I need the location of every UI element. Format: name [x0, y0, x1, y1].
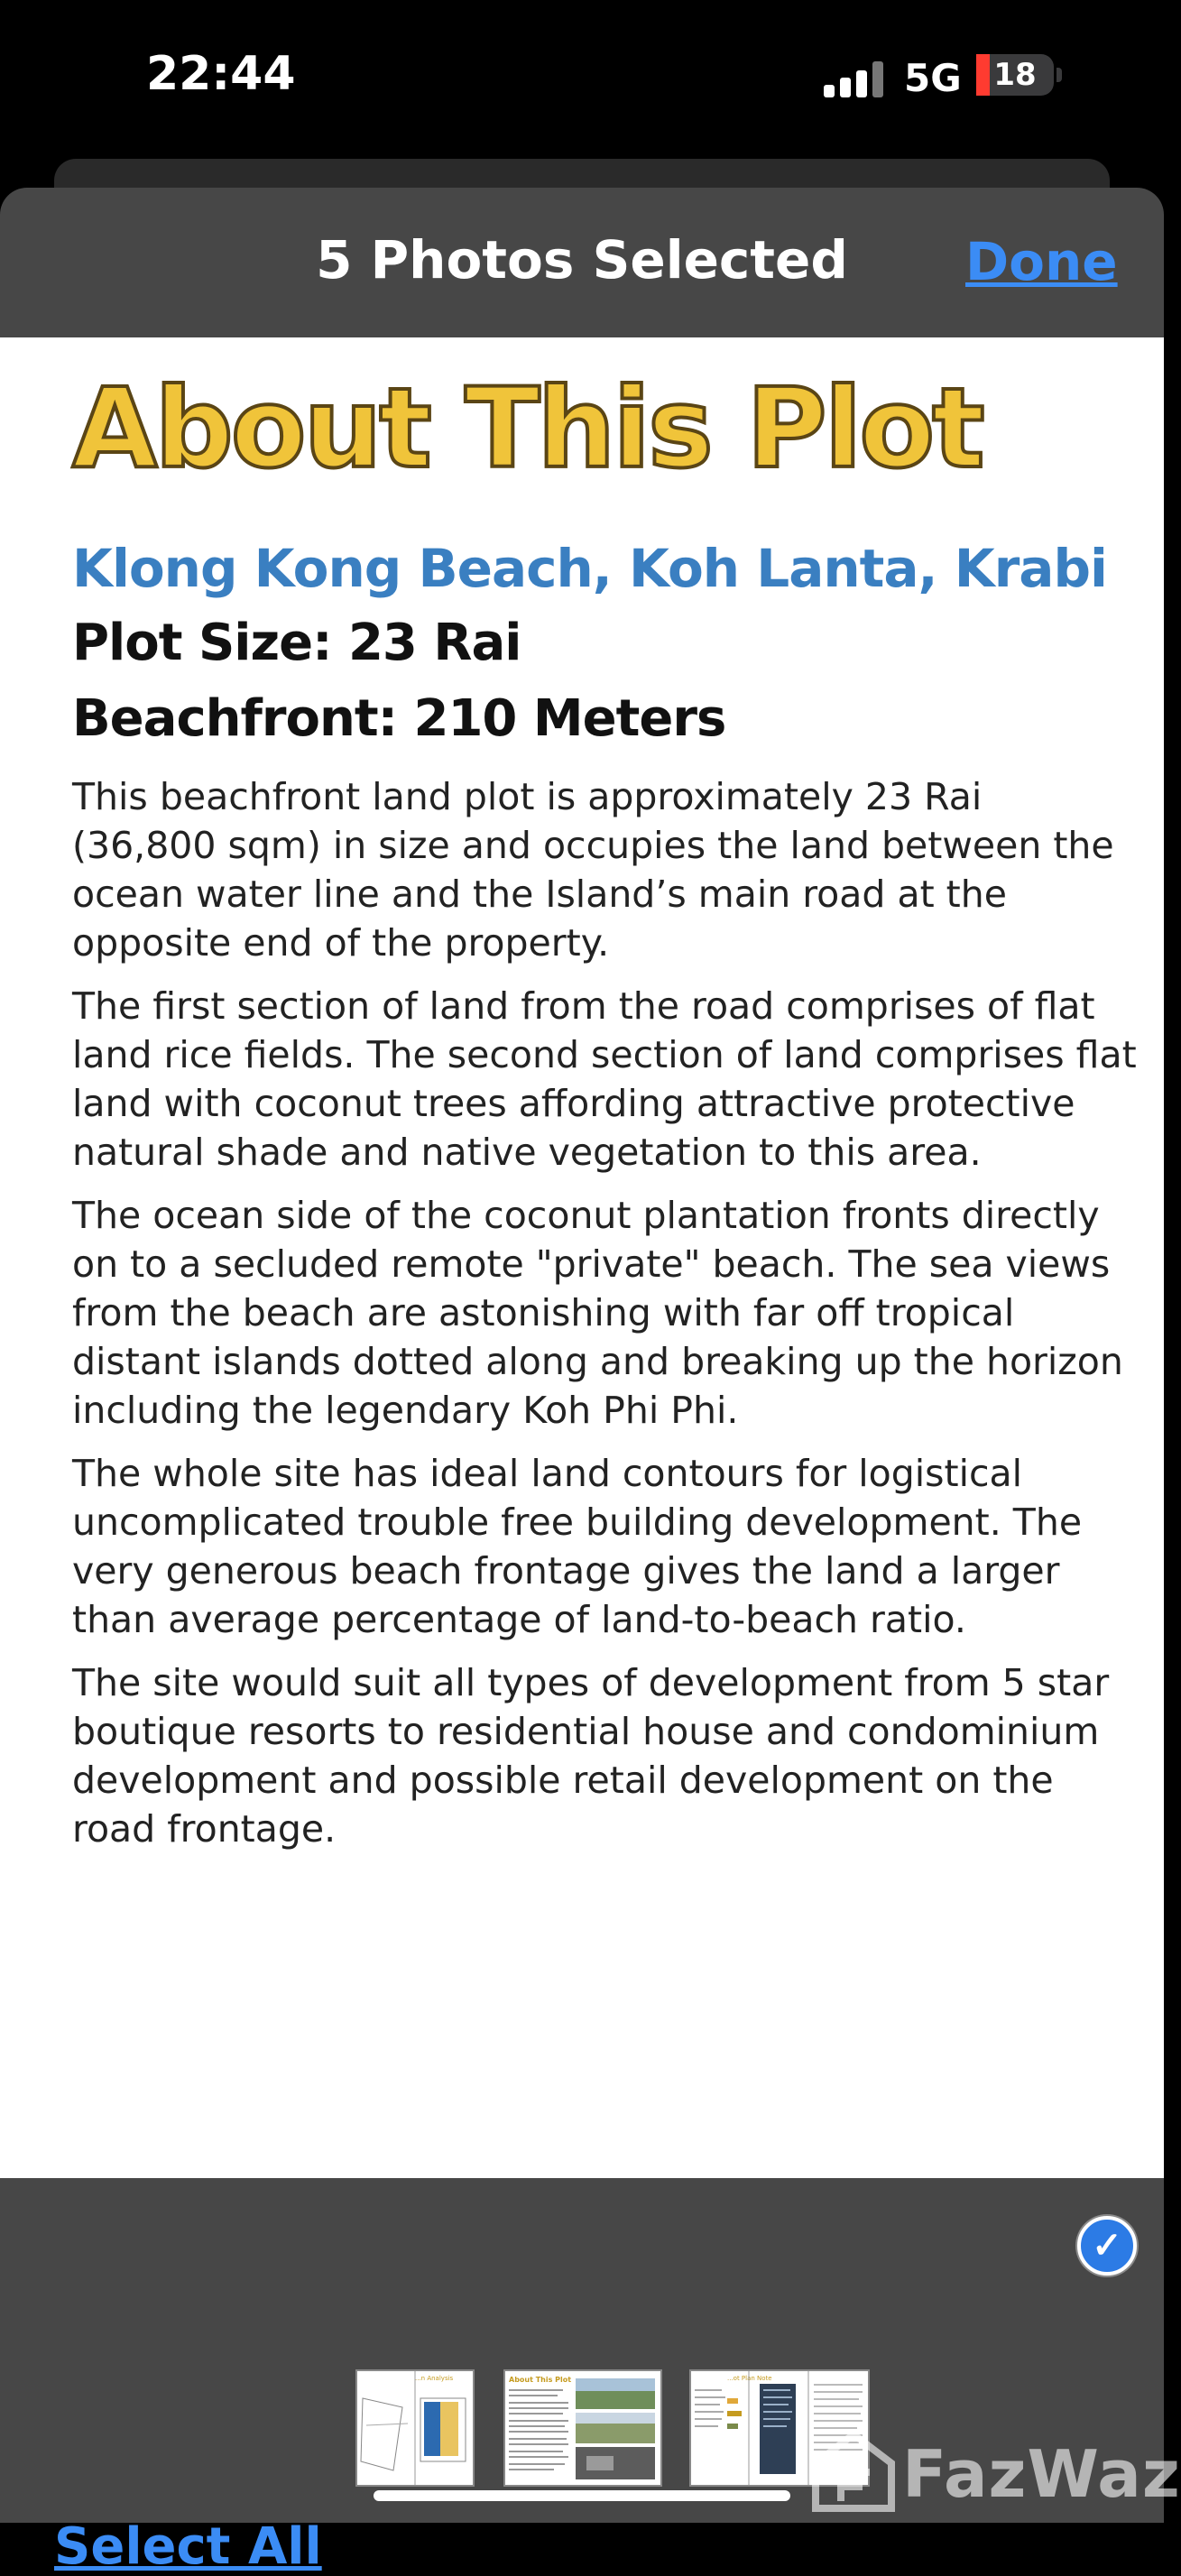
fazwaz-logo-icon: [808, 2427, 899, 2514]
network-type: 5G: [904, 56, 962, 100]
checkmark-circle-icon[interactable]: ✓: [1077, 2216, 1137, 2276]
thumbnail-3-label: ...ot Plan Note: [727, 2375, 772, 2382]
thumbnail-1[interactable]: [355, 2369, 475, 2487]
document-page-preview[interactable]: [0, 337, 1164, 2178]
thumbnail-2[interactable]: [503, 2369, 662, 2487]
thumbnail-1-label: ...n Analysis: [415, 2375, 454, 2382]
document-body: [72, 772, 1137, 1868]
document-beachfront: Beachfront: 210 Meters: [72, 689, 726, 748]
photo-selection-sheet: [0, 188, 1164, 2576]
document-paragraph: This beachfront land plot is approximately 23 Rai (36,800 sqm) in size and occupies the land between the ocean water line and the Island’s main road at the opposite end of the property.: [72, 775, 1114, 965]
sheet-title: 5 Photos Selected: [316, 229, 848, 291]
battery-percent: 18: [993, 57, 1037, 93]
document-paragraph: The site would suit all types of development from 5 star boutique resorts to residential house and condominium development and possible retail development on the road frontage.: [72, 1661, 1110, 1851]
document-location: Klong Kong Beach, Koh Lanta, Krabi: [72, 538, 1107, 599]
signal-strength-icon: [824, 61, 887, 97]
document-paragraph: The first section of land from the road comprises of flat land rice fields. The second section of land comprises flat land with coconut trees affording attractive protective natural shade and native vegetation to this area.: [72, 984, 1137, 1174]
battery-tip: [1056, 68, 1062, 82]
thumbnail-2-label: About This Plot: [509, 2376, 572, 2384]
watermark-text: FazWaz: [902, 2436, 1181, 2512]
thumbnail-2-preview: [505, 2371, 660, 2485]
document-paragraph: The whole site has ideal land contours for logistical uncomplicated trouble free building development. The very generous beach frontage gives the land a larger than average percentage of land-to-beach ratio.: [72, 1452, 1083, 1641]
battery-icon: [976, 54, 1054, 96]
document-paragraph: The ocean side of the coconut plantation fronts directly on to a secluded remote "private" beach. The sea views from the beach are astonishing with far off tropical distant islands dotted along and breaking up the horizon including the legendary Koh Phi Phi.: [72, 1194, 1123, 1432]
status-time: 22:44: [146, 47, 296, 101]
status-bar: [0, 0, 1164, 158]
home-indicator[interactable]: [374, 2490, 790, 2501]
document-heading: About This Plot: [72, 365, 983, 493]
thumbnail-1-preview: [357, 2371, 473, 2485]
select-all-button[interactable]: Select All: [54, 2517, 322, 2576]
document-plot-size: Plot Size: 23 Rai: [72, 614, 521, 672]
done-button[interactable]: Done: [965, 231, 1118, 292]
